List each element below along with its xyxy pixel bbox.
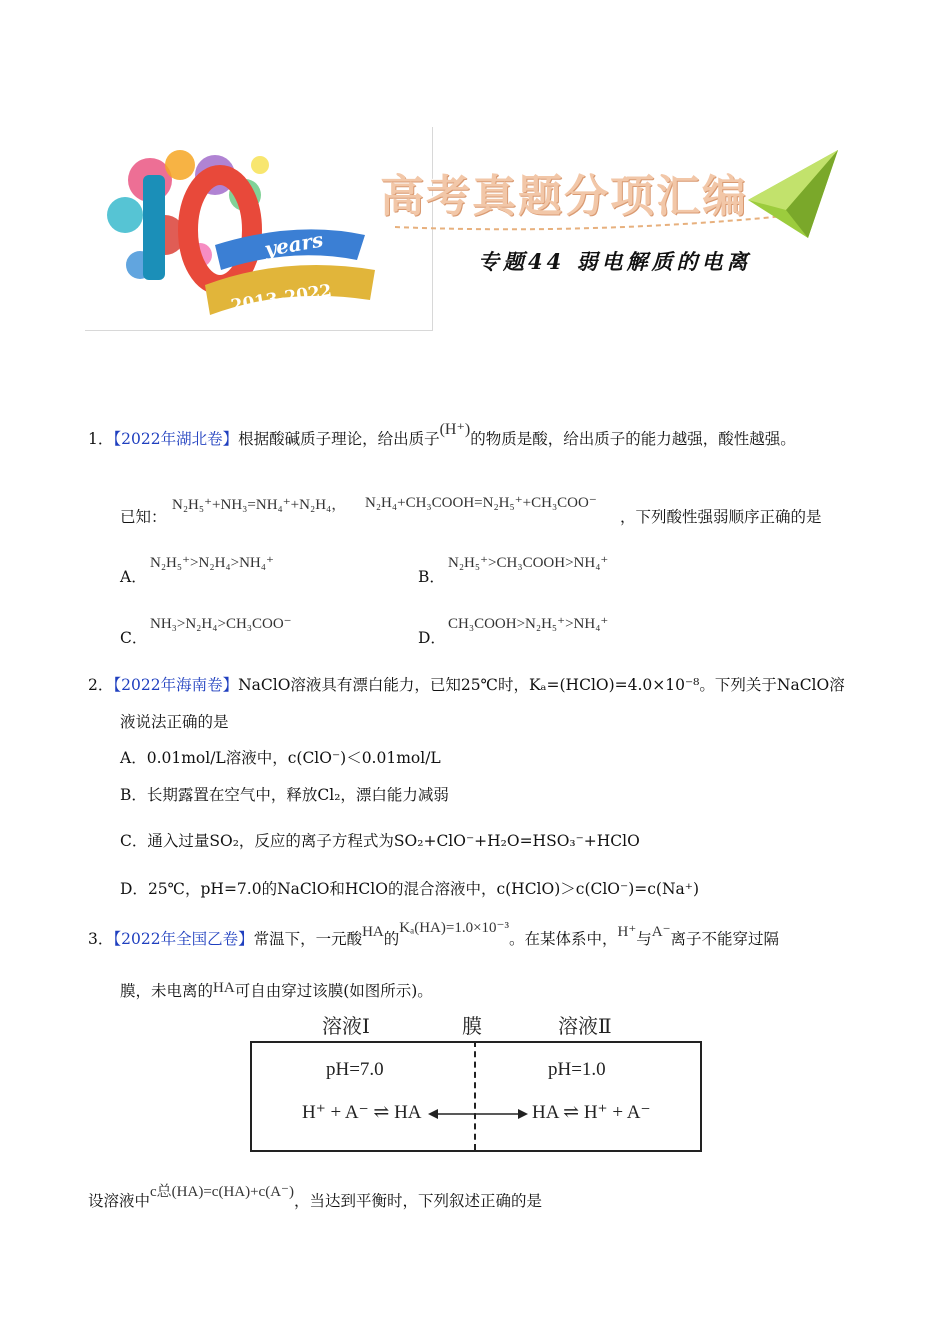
option-b-text: N₂H₅⁺>CH₃COOH>NH₄⁺ xyxy=(448,555,609,571)
solution-2-equilibrium: HA ⇌ H⁺ + A⁻ xyxy=(532,1102,651,1123)
equation-1: N₂H₅⁺+NH₃=NH₄⁺+N₂H₄， xyxy=(172,497,347,513)
membrane-line xyxy=(474,1041,476,1150)
known-label: 已知： xyxy=(120,508,167,526)
question-number: 2． xyxy=(88,676,114,694)
question-3-line-2: 膜，未电离的HA可自由穿过该膜(如图所示)。 xyxy=(120,980,433,1000)
source-tag: 【2022年海南卷】 xyxy=(113,676,239,694)
source-tag: 【2022年湖北卷】 xyxy=(113,430,239,448)
hplus-formula: H⁺ xyxy=(617,924,637,940)
ten-years-logo xyxy=(95,135,425,325)
years-label: years xyxy=(262,227,325,262)
solution-2-title: 溶液Ⅱ xyxy=(558,1014,612,1038)
source-tag: 【2022年全国乙卷】 xyxy=(113,930,254,948)
option-label: B． xyxy=(418,568,445,586)
solution-2-ph: pH=1.0 xyxy=(548,1059,606,1080)
question-text: NaClO溶液具有漂白能力，已知25℃时，Kₐ=(HClO)=4.0×10⁻⁸。下列关于NaClO溶 xyxy=(238,676,845,694)
solution-1-ph: pH=7.0 xyxy=(326,1059,384,1080)
banner-subtitle: 专题44 弱电解质的电离 xyxy=(478,249,752,274)
option-label: D． xyxy=(418,629,446,647)
question-3-line-3: 设溶液中c总(HA)=c(HA)+c(A⁻)，当达到平衡时，下列叙述正确的是 xyxy=(88,1184,542,1210)
option-a: A．0.01mol/L溶液中，c(ClO⁻)＜0.01mol/L xyxy=(120,749,441,767)
question-text: 根据酸碱质子理论，给出质子 xyxy=(238,430,440,448)
option-a-text: N₂H₅⁺>N₂H₄>NH₄⁺ xyxy=(150,555,274,571)
double-arrow-icon xyxy=(428,1104,528,1124)
option-d-text: CH₃COOH>N₂H₅⁺>NH₄⁺ xyxy=(448,616,609,632)
option-label: A． xyxy=(120,568,147,586)
membrane-title: 膜 xyxy=(462,1014,482,1038)
ha-formula: HA xyxy=(362,924,384,940)
solution-1-title: 溶液Ⅰ xyxy=(322,1014,370,1038)
question-3-line-1: 3．【2022年全国乙卷】常温下，一元酸HA的Kₐ(HA)=1.0×10⁻³。在某体系中，H⁺与A⁻离子不能穿过隔 xyxy=(88,920,780,948)
ka-formula: Kₐ(HA)=1.0×10⁻³ xyxy=(399,920,509,936)
proton-formula: (H⁺) xyxy=(439,421,471,438)
question-text: 的物质是酸，给出质子的能力越强，酸性越强。 xyxy=(470,430,796,448)
question-text: 液说法正确的是 xyxy=(120,713,229,731)
question-number: 3． xyxy=(88,930,114,948)
year-range-label: 2013-2022 xyxy=(229,280,334,317)
digit-one xyxy=(143,175,165,280)
equation-2: N₂H₄+CH₃COOH=N₂H₅⁺+CH₃COO⁻ xyxy=(365,495,597,511)
solution-1-equilibrium: H⁺ + A⁻ ⇌ HA xyxy=(302,1102,422,1123)
question-number: 1． xyxy=(88,430,114,448)
option-b: B．长期露置在空气中，释放Cl₂，漂白能力减弱 xyxy=(120,786,449,804)
question-2-line-1 xyxy=(88,674,845,696)
option-c-text: NH₃>N₂H₄>CH₃COO⁻ xyxy=(150,616,292,632)
banner-title: 高考真题分项汇编 xyxy=(380,171,748,222)
c-total-formula: c总(HA)=c(HA)+c(A⁻) xyxy=(150,1184,294,1200)
aminus-formula: A⁻ xyxy=(651,924,671,940)
membrane-diagram xyxy=(250,1041,702,1152)
question-text: ，下列酸性强弱顺序正确的是 xyxy=(620,508,822,526)
question-1-line-1 xyxy=(88,421,796,451)
option-label: C． xyxy=(120,629,148,647)
option-c: C．通入过量SO₂，反应的离子方程式为SO₂+ClO⁻+H₂O=HSO₃⁻+HClO xyxy=(120,832,640,850)
paper-plane-icon xyxy=(748,150,840,242)
option-d: D．25℃，pH=7.0的NaClO和HClO的混合溶液中，c(HClO)＞c(ClO⁻)=c(Na⁺) xyxy=(120,880,699,898)
